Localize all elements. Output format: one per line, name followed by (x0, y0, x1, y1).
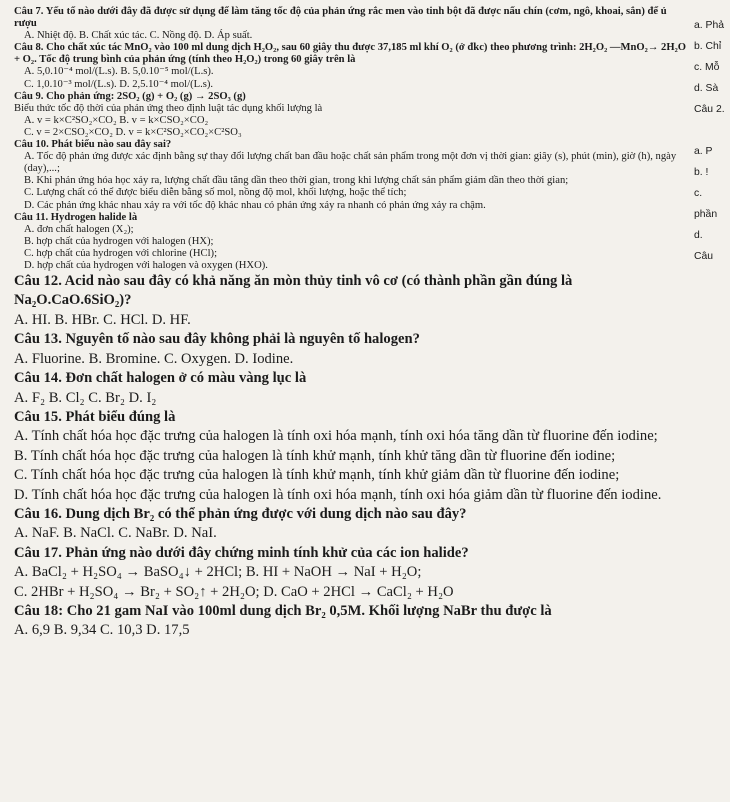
q9-options-cd: C. v = 2×CSO₂×CO₂ D. v = k×C²SO₂×CO₂×C²SO₃ (24, 126, 242, 138)
right-fragment: phần (694, 209, 718, 220)
q8-options-ab: A. 5,0.10⁻⁴ mol/(L.s). B. 5,0.10⁻⁵ mol/(L.s). (24, 66, 214, 78)
right-fragment: Câu 2. (694, 104, 725, 115)
q13-options: A. Fluorine. B. Bromine. C. Oxygen. D. Iodine. (14, 350, 294, 367)
q10-option-d: D. Các phản ứng khác nhau xảy ra với tốc độ khác nhau có phản ứng xảy ra nhanh có phản ứng xảy ra chậm. (24, 199, 486, 211)
q10-prompt: Câu 10. Phát biểu nào sau đây sai? (14, 139, 172, 151)
q7-prompt: Câu 7. Yếu tố nào dưới đây đã được sử dụng để làm tăng tốc độ của phản ứng rắc men vào tinh bột đã được nấu chín (cơm, ngô, khoai, sắn) để ủ rượu (14, 6, 667, 30)
q15-option-d: D. Tính chất hóa học đặc trưng của halogen là tính oxi hóa mạnh, tính oxi hóa giảm dần từ fluorine đến iodine. (14, 486, 662, 503)
q10-option-a: A. Tốc độ phản ứng được xác định bằng sự thay đổi lượng chất ban đầu hoặc chất sản phẩm trong một đơn vị thời gian: giây (s), phút (min), giờ (h), ngày (day),...; (24, 151, 677, 175)
right-fragment: d. (694, 230, 703, 241)
q15-prompt: Câu 15. Phát biểu đúng là (14, 408, 176, 425)
right-fragment: d. Sà (694, 83, 719, 94)
right-fragment: c. (694, 188, 703, 199)
right-fragment: c. Mỗ (694, 62, 720, 73)
q9-subprompt: Biểu thức tốc độ thời của phản ứng theo định luật tác dụng khối lượng là (14, 102, 323, 114)
q14-prompt: Câu 14. Đơn chất halogen ở có màu vàng lục là (14, 370, 307, 387)
q14-options: A. F₂ B. Cl₂ C. Br₂ D. I₂ (14, 389, 157, 406)
q10-option-c: C. Lượng chất có thể được biểu diễn bằng số mol, nồng độ mol, khối lượng, hoặc thể tích; (24, 187, 407, 199)
q15-option-c: C. Tính chất hóa học đặc trưng của halogen là tính khử mạnh, tính khử giảm dần từ fluorine đến iodine; (14, 467, 620, 484)
q15-option-b: B. Tính chất hóa học đặc trưng của halogen là tính khử mạnh, tính khử tăng dần từ fluorine đến iodine; (14, 447, 616, 464)
q15-option-a: A. Tính chất hóa học đặc trưng của halogen là tính oxi hóa mạnh, tính oxi hóa tăng dần từ fluorine đến iodine; (14, 428, 658, 445)
questions-12-18 (14, 272, 686, 641)
q13-prompt: Câu 13. Nguyên tố nào sau đây không phải là nguyên tố halogen? (14, 331, 420, 348)
q16-prompt: Câu 16. Dung dịch Br₂ có thể phản ứng được với dung dịch nào sau đây? (14, 505, 467, 522)
q11-option-b: B. hợp chất của hydrogen với halogen (HX); (24, 235, 214, 247)
q8-prompt: Câu 8. Cho chất xúc tác MnO₂ vào 100 ml dung dịch H₂O₂, sau 60 giây thu được 37,185 ml khí O₂ (ở đkc) theo phương trình: 2H₂O₂ —MnO₂→ 2H₂O + O₂. Tốc độ trung bình của phản ứng (tính theo H₂O₂) trong 60 giây trên là (14, 42, 686, 66)
q12-prompt: Câu 12. Acid nào sau đây có khả năng ăn mòn thủy tinh vô cơ (có thành phần gần đúng là Na₂O.CaO.6SiO₂)? (14, 273, 573, 309)
q11-option-c: C. hợp chất của hydrogen với chlorine (HCl); (24, 247, 218, 259)
q10-option-b: B. Khi phản ứng hóa học xảy ra, lượng chất đầu tăng dần theo thời gian, trong khi lượng chất sản phẩm giảm dần theo thời gian; (24, 175, 569, 187)
right-fragment: a. P (694, 146, 713, 157)
q8-options-cd: C. 1,0.10⁻³ mol/(L.s). D. 2,5.10⁻⁴ mol/(L.s). (24, 78, 214, 90)
q17-options-ab: A. BaCl₂ + H₂SO₄ → BaSO₄↓ + 2HCl; B. HI + NaOH → NaI + H₂O; (14, 564, 422, 581)
q16-options: A. NaF. B. NaCl. C. NaBr. D. NaI. (14, 525, 217, 542)
q18-options: A. 6,9 B. 9,34 C. 10,3 D. 17,5 (14, 622, 190, 639)
q11-option-d: D. hợp chất của hydrogen với halogen và oxygen (HXO). (24, 259, 268, 271)
cropped-right-column (692, 0, 730, 802)
q7-options: A. Nhiệt độ. B. Chất xúc tác. C. Nồng độ. D. Áp suất. (24, 30, 253, 42)
questions-7-11 (14, 6, 686, 272)
q12-options: A. HI. B. HBr. C. HCl. D. HF. (14, 311, 191, 328)
q9-options-ab: A. v = k×C²SO₂×CO₂ B. v = k×CSO₂×CO₂ (24, 114, 209, 126)
questions-column (14, 6, 686, 641)
q11-option-a: A. đơn chất halogen (X₂); (24, 223, 134, 235)
q17-prompt: Câu 17. Phản ứng nào dưới đây chứng minh tính khử của các ion halide? (14, 544, 469, 561)
q17-options-cd: C. 2HBr + H₂SO₄ → Br₂ + SO₂↑ + 2H₂O; D. CaO + 2HCl → CaCl₂ + H₂O (14, 583, 454, 600)
q9-prompt: Câu 9. Cho phản ứng: 2SO₂ (g) + O₂ (g) → 2SO₃ (g) (14, 90, 246, 102)
q11-prompt: Câu 11. Hydrogen halide là (14, 211, 138, 223)
right-fragment: b. ! (694, 167, 709, 178)
right-fragment: Câu (694, 251, 714, 262)
right-fragment: b. Chỉ (694, 41, 722, 52)
right-fragment: a. Phả (694, 20, 725, 31)
q18-prompt: Câu 18: Cho 21 gam NaI vào 100ml dung dịch Br₂ 0,5M. Khối lượng NaBr thu được là (14, 602, 552, 619)
